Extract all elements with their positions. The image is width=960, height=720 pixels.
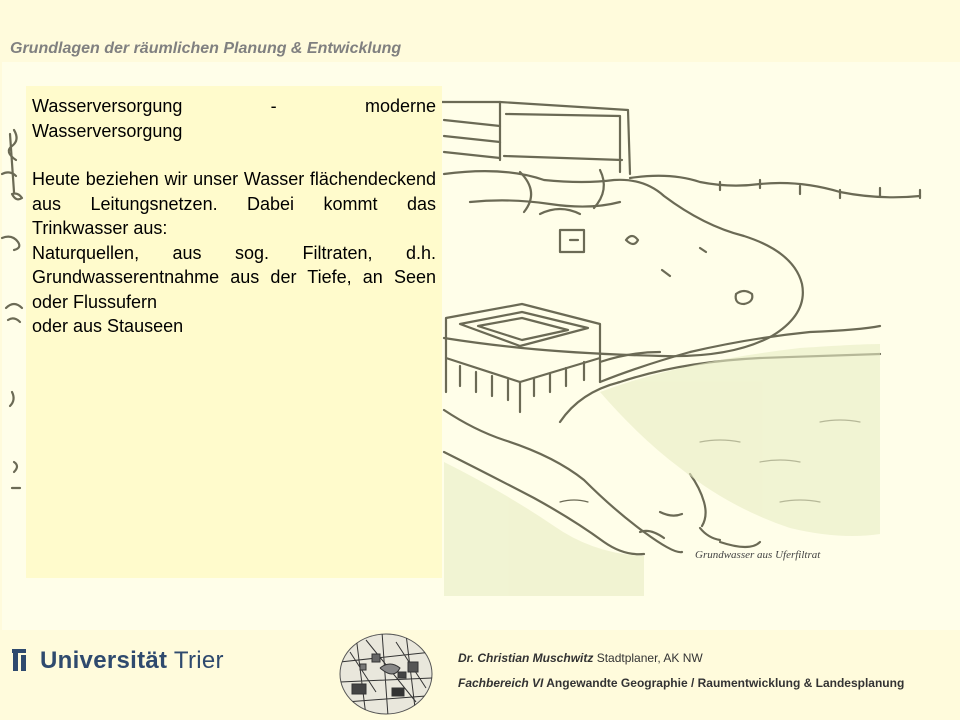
paragraph-gap <box>32 143 436 167</box>
slide-header-title: Grundlagen der räumlichen Planung & Entwicklung <box>10 40 402 57</box>
slide-heading <box>32 94 436 119</box>
department-name: Angewandte Geographie / Raumentwicklung & Landesplanung <box>543 676 905 690</box>
university-logo-text <box>40 647 224 675</box>
author-credit <box>458 651 703 665</box>
logo-text-light: Trier <box>167 647 224 674</box>
circular-city-map-icon <box>336 632 434 716</box>
logo-text-bold: Universität <box>40 647 168 674</box>
body-paragraph-2: Naturquellen, aus sog. Filtraten, d.h. Grundwasserentnahme aus der Tiefe, an Seen oder Flussufern <box>32 242 436 312</box>
body-paragraph-3: oder aus Stauseen <box>32 316 184 336</box>
heading-line-1: Wasserversorgung - moderne <box>32 96 436 116</box>
author-role: Stadtplaner, AK NW <box>593 651 703 665</box>
university-logo <box>12 646 224 676</box>
text-panel <box>26 86 442 578</box>
illustration-caption: Grundwasser aus Uferfiltrat <box>695 549 821 561</box>
university-logo-mark-icon <box>12 648 34 674</box>
author-name: Dr. Christian Muschwitz <box>458 651 594 665</box>
department-credit <box>458 676 904 690</box>
department-prefix: Fachbereich VI <box>458 676 544 690</box>
heading-line-2: Wasserversorgung <box>32 120 183 141</box>
body-paragraph-1: Heute beziehen wir unser Wasser flächendeckend aus Leitungsnetzen. Dabei kommt das Trinkwasser aus: <box>32 169 436 238</box>
